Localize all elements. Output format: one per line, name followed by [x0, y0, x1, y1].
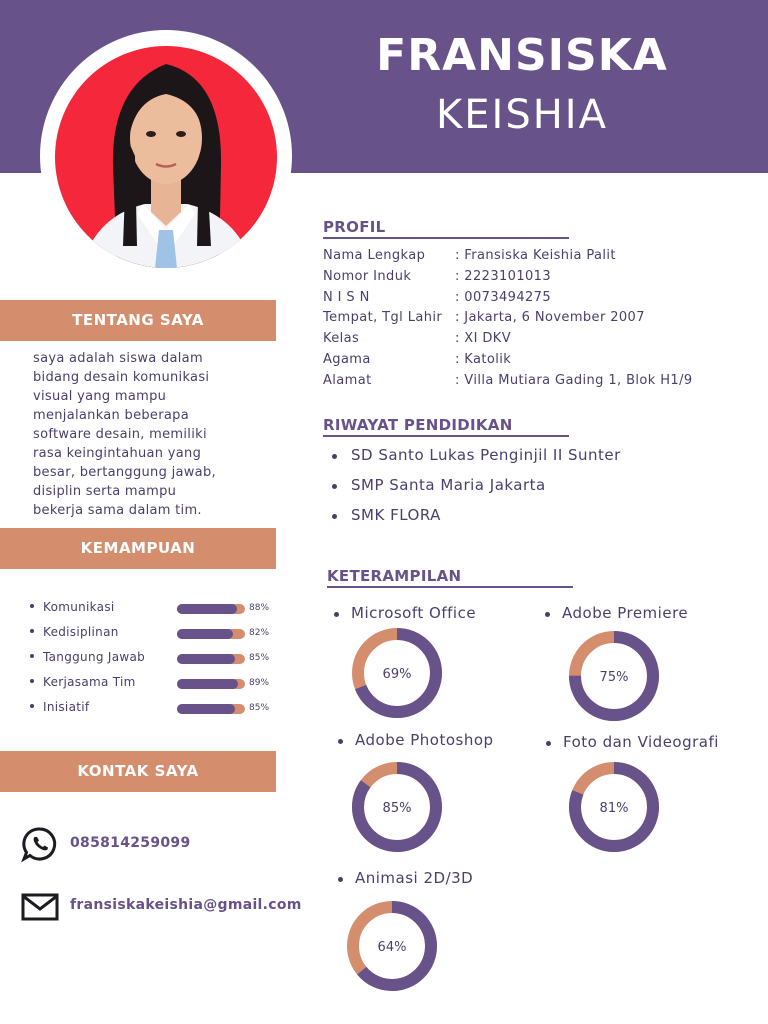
- profile-underline: [323, 237, 569, 239]
- bullet: [545, 612, 550, 617]
- abilities-list: [28, 600, 288, 725]
- contact-heading-bar: KONTAK SAYA: [0, 751, 276, 792]
- first-name: FRANSISKA: [376, 30, 668, 81]
- skill-donut: [566, 628, 662, 724]
- education-item: [332, 506, 621, 536]
- profile-row: [323, 373, 743, 394]
- ability-name: Kedisiplinan: [43, 625, 119, 639]
- skill-donut: [349, 759, 445, 855]
- profile-label: N I S N: [323, 289, 370, 305]
- donut-label: 69%: [382, 667, 412, 682]
- ability-row: [28, 700, 288, 725]
- donut-label: 75%: [599, 670, 629, 685]
- profile-label: Nama Lengkap: [323, 248, 426, 263]
- about-line: menjalankan beberapa: [33, 408, 189, 423]
- education-name: SMP Santa Maria Jakarta: [351, 476, 546, 494]
- skill-item-label: [546, 733, 719, 751]
- ability-row: [28, 675, 288, 700]
- portrait-illustration: [55, 46, 277, 268]
- ability-bar-track: [177, 629, 245, 639]
- contact-phone[interactable]: 085814259099: [70, 835, 191, 851]
- education-underline: [323, 435, 569, 437]
- ability-bar-track: [177, 604, 245, 614]
- skill-item-label: [338, 869, 473, 887]
- profile-value: : 2223101013: [455, 268, 552, 284]
- bullet: [332, 484, 337, 489]
- bullet: [546, 741, 551, 746]
- about-line: visual yang mampu: [33, 389, 167, 404]
- ability-bar-fill: [177, 679, 238, 689]
- ability-row: [28, 600, 288, 625]
- skill-item-label: [545, 604, 688, 622]
- donut-label: 64%: [377, 940, 407, 955]
- skill-name: Adobe Premiere: [562, 604, 689, 622]
- profile-value: : Fransiska Keishia Palit: [455, 248, 616, 263]
- profile-value: : Jakarta, 6 November 2007: [455, 310, 645, 326]
- profile-row: [323, 290, 743, 311]
- about-line: saya adalah siswa dalam: [33, 351, 203, 366]
- ability-bar-track: [177, 654, 245, 664]
- bullet: [332, 454, 337, 459]
- ability-row: [28, 625, 288, 650]
- ability-row: [28, 650, 288, 675]
- abilities-heading-bar: KEMAMPUAN: [0, 528, 276, 569]
- whatsapp-icon: [21, 826, 59, 862]
- bullet: [332, 514, 337, 519]
- donut-label: 85%: [382, 801, 412, 816]
- about-heading-bar: TENTANG SAYA: [0, 300, 276, 341]
- bullet: [30, 704, 34, 708]
- about-line: bekerja sama dalam tim.: [33, 503, 202, 518]
- profile-table: [323, 248, 743, 394]
- profile-photo: [55, 46, 277, 268]
- ability-name: Komunikasi: [43, 600, 115, 614]
- bullet: [30, 604, 34, 608]
- ability-percent: 88%: [249, 603, 270, 613]
- skill-donut: [349, 625, 445, 721]
- about-line: rasa keingintahuan yang: [33, 446, 202, 461]
- profile-label: Agama: [323, 351, 371, 367]
- skill-name: Microsoft Office: [351, 604, 477, 622]
- profile-row: [323, 352, 743, 373]
- bullet: [30, 654, 34, 658]
- profile-row: [323, 310, 743, 331]
- ability-bar-track: [177, 704, 245, 714]
- ability-percent: 89%: [249, 678, 270, 688]
- ability-bar-fill: [177, 654, 235, 664]
- profile-label: Kelas: [323, 331, 360, 347]
- ability-percent: 82%: [249, 628, 270, 638]
- ability-bar-fill: [177, 629, 233, 639]
- ability-name: Kerjasama Tim: [43, 675, 136, 689]
- education-item: [332, 476, 621, 506]
- skill-name: Foto dan Videografi: [563, 733, 719, 751]
- ability-name: Inisiatif: [43, 700, 90, 714]
- about-text: [33, 349, 248, 520]
- bullet: [338, 877, 343, 882]
- ability-bar-track: [177, 679, 245, 689]
- profile-value: : XI DKV: [455, 331, 512, 347]
- about-line: bidang desain komunikasi: [33, 370, 210, 385]
- profile-value: : Villa Mutiara Gading 1, Blok H1/9: [455, 372, 693, 388]
- ability-percent: 85%: [249, 703, 270, 713]
- bullet: [334, 612, 339, 617]
- profile-row: [323, 248, 743, 269]
- education-name: SMK FLORA: [351, 506, 441, 524]
- education-item: [332, 446, 621, 476]
- education-name: SD Santo Lukas Penginjil II Sunter: [351, 446, 621, 464]
- education-heading: RIWAYAT PENDIDIKAN: [323, 416, 513, 434]
- skill-item-label: [338, 731, 494, 749]
- bullet: [30, 629, 34, 633]
- skills-underline: [327, 586, 573, 588]
- skill-donut: [566, 759, 662, 855]
- ability-name: Tanggung Jawab: [43, 650, 146, 664]
- profile-label: Nomor Induk: [323, 268, 412, 284]
- about-line: besar, bertanggung jawab,: [33, 465, 216, 480]
- profile-value: : 0073494275: [455, 289, 552, 305]
- profile-heading: PROFIL: [323, 218, 386, 236]
- skill-name: Adobe Photoshop: [355, 731, 494, 749]
- profile-row: [323, 269, 743, 290]
- last-name: KEISHIA: [436, 92, 608, 138]
- ability-bar-fill: [177, 604, 237, 614]
- skill-item-label: [334, 604, 476, 622]
- envelope-icon: [21, 893, 59, 921]
- ability-percent: 85%: [249, 653, 270, 663]
- profile-row: [323, 331, 743, 352]
- bullet: [30, 679, 34, 683]
- skill-name: Animasi 2D/3D: [355, 869, 474, 887]
- ability-bar-fill: [177, 704, 235, 714]
- about-line: software desain, memiliki: [33, 427, 207, 442]
- profile-value: : Katolik: [455, 351, 512, 367]
- profile-label: Tempat, Tgl Lahir: [323, 310, 443, 326]
- profile-label: Alamat: [323, 372, 372, 388]
- about-line: disiplin serta mampu: [33, 484, 177, 499]
- donut-label: 81%: [599, 801, 629, 816]
- contact-email[interactable]: fransiskakeishia@gmail.com: [70, 897, 302, 913]
- skills-heading: KETERAMPILAN: [327, 567, 462, 585]
- skill-donut: [344, 898, 440, 994]
- bullet: [338, 739, 343, 744]
- education-list: [332, 446, 621, 536]
